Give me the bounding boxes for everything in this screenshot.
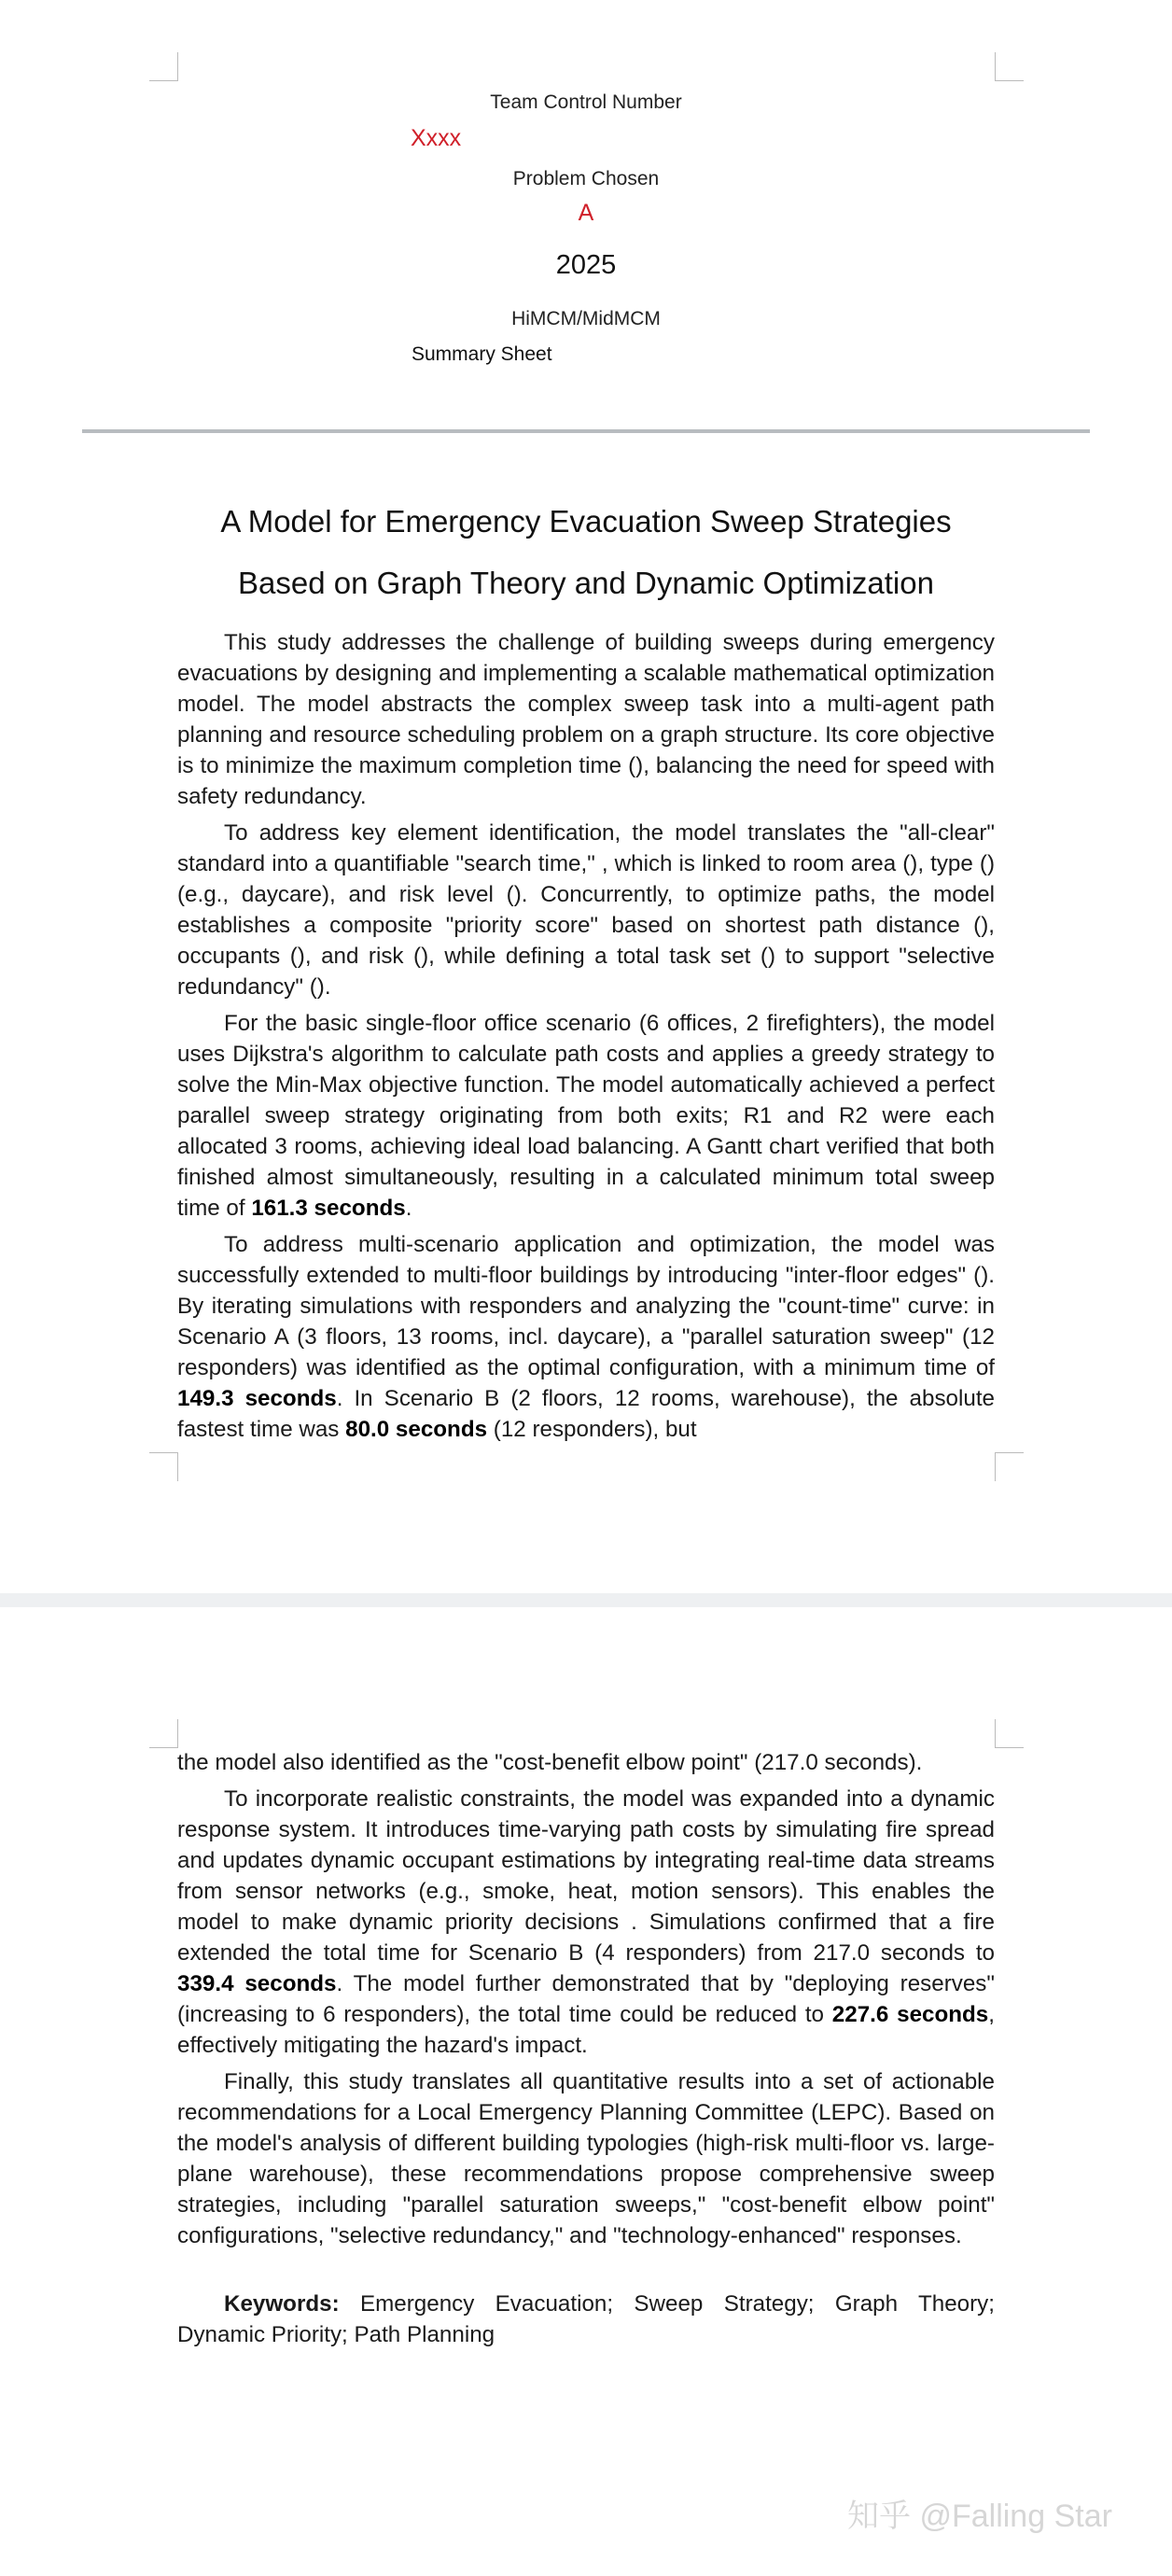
paragraph-4: To address multi-scenario application and optimization, the model was successfully extended to multi-floor buildings by introducing "inter-floor edges" (). By iterating simulations with responders and analyzing the "count-time" curve: in Scenario A (3 floors, 13 rooms, incl. daycare), a "parallel saturation sweep" (12 responders) was identified as the optimal configuration, with a minimum time of 149.3 seconds. In Scenario B (2 floors, 12 rooms, warehouse), the absolute fastest time was 80.0 seconds (12 responders), but — [177, 1232, 995, 1442]
contest-name: HiMCM/MidMCM — [511, 308, 661, 329]
team-control-value: Xxxx — [411, 125, 462, 151]
paper-title-line-1: A Model for Emergency Evacuation Sweep Strategies — [220, 504, 952, 539]
result-basic-time: 161.3 seconds — [251, 1196, 406, 1221]
keywords-text: Emergency Evacuation; Sweep Strategy; Graph Theory; Dynamic Priority; Path Planning — [177, 2291, 995, 2347]
crop-mark-top-left-2 — [149, 1719, 178, 1748]
paper-title-line-2: Based on Graph Theory and Dynamic Optimization — [238, 566, 934, 600]
result-scenario-a-time: 149.3 seconds — [177, 1386, 337, 1411]
abstract-body-page-1 — [177, 627, 995, 1450]
team-control-label: Team Control Number — [490, 91, 682, 113]
paragraph-1: This study addresses the challenge of building sweeps during emergency evacuations by designing and implementing a scalable mathematical optimization model. The model abstracts the complex sweep task into a multi-agent path planning and resource scheduling problem on a graph structure. Its core objective is to minimize the maximum completion time (), balancing the need for speed with safety redundancy. — [177, 630, 995, 809]
crop-mark-top-right — [995, 52, 1024, 81]
paragraph-2: To address key element identification, the model translates the "all-clear" standard into a quantifiable "search time," , which is linked to room area (), type () (e.g., daycare), and risk level (). Concurrently, to optimize paths, the model establishes a composite "priority score" based on shortest path distance (), occupants (), and risk (), while defining a total task set () to support "selective redundancy" (). — [177, 820, 995, 1000]
paragraph-6: Finally, this study translates all quantitative results into a set of actionable recommendations for a Local Emergency Planning Committee (LEPC). Based on the model's analysis of different building typologies (high-risk multi-floor vs. large-plane warehouse), these recommendations propose comprehensive sweep strategies, including "parallel saturation sweeps," "cost-benefit elbow point" configurations, "selective redundancy," and "technology-enhanced" responses. — [177, 2069, 995, 2248]
paragraph-3: For the basic single-floor office scenario (6 offices, 2 firefighters), the model uses Dijkstra's algorithm to calculate path costs and applies a greedy strategy to solve the Min-Max objective function. The model automatically achieved a perfect parallel sweep strategy originating from both exits; R1 and R2 were each allocated 3 rooms, achieving ideal load balancing. A Gantt chart verified that both finished almost simultaneously, resulting in a calculated minimum total sweep time of 161.3 seconds. — [177, 1011, 995, 1221]
crop-mark-top-left — [149, 52, 178, 81]
result-fire-time: 339.4 seconds — [177, 1971, 337, 1996]
paragraph-4-continued: the model also identified as the "cost-benefit elbow point" (217.0 seconds). — [177, 1750, 923, 1775]
crop-mark-bottom-right — [995, 1452, 1024, 1481]
result-scenario-b-time: 80.0 seconds — [345, 1417, 488, 1442]
crop-mark-top-right-2 — [995, 1719, 1024, 1748]
abstract-body-page-2 — [177, 1747, 995, 2356]
keywords — [177, 2289, 995, 2350]
contest-year: 2025 — [555, 250, 617, 280]
page-separator — [0, 1593, 1172, 1607]
result-reserves-time: 227.6 seconds — [831, 2002, 989, 2027]
header-divider — [82, 429, 1090, 433]
problem-chosen-value: A — [578, 200, 594, 226]
keywords-label: Keywords: — [224, 2291, 340, 2317]
crop-mark-bottom-left — [149, 1452, 178, 1481]
watermark: 知乎 @Falling Star — [847, 2499, 1112, 2534]
summary-sheet-label: Summary Sheet — [412, 343, 552, 365]
problem-chosen-label: Problem Chosen — [512, 168, 660, 189]
paragraph-5: To incorporate realistic constraints, the model was expanded into a dynamic response system. It introduces time-varying path costs by simulating fire spread and updates dynamic occupant estimations by integrating real-time data streams from sensor networks (e.g., smoke, heat, motion sensors). This enables the model to make dynamic priority decisions . Simulations confirmed that a fire extended the total time for Scenario B (4 responders) from 217.0 seconds to 339.4 seconds. The model further demonstrated that by "deploying reserves" (increasing to 6 responders), the total time could be reduced to 227.6 seconds, effectively mitigating the hazard's impact. — [177, 1786, 995, 2058]
